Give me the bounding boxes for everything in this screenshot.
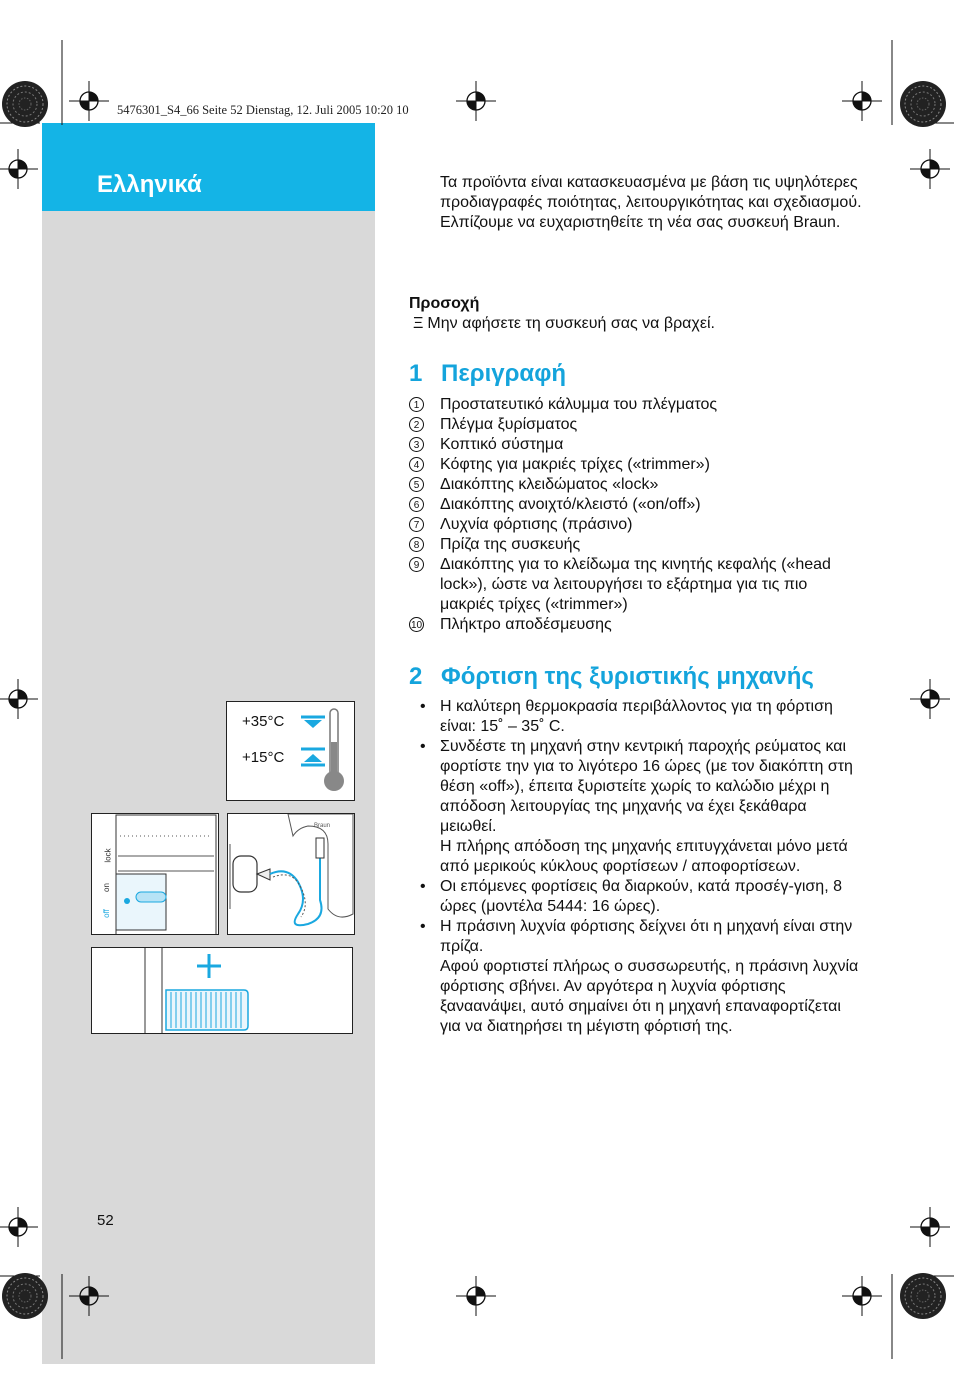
- list-item: [420, 737, 860, 877]
- on-label: on: [101, 883, 111, 892]
- list-item: [409, 475, 859, 495]
- section-2-title: [409, 662, 814, 692]
- page-number: 52: [97, 1212, 114, 1229]
- battery-illustration: [92, 948, 353, 1034]
- charging-list: [420, 697, 860, 1037]
- item-text: Πλέγμα ξυρίσματος: [440, 416, 578, 433]
- item-text: Διακόπτης κλειδώματος «lock»: [440, 476, 659, 493]
- item-number: 1: [409, 397, 424, 412]
- item-text: Προστατευτικό κάλυμμα του πλέγματος: [440, 396, 718, 413]
- list-item: [420, 697, 860, 737]
- temp-high-label: +35°C: [242, 713, 285, 730]
- list-item: [409, 515, 859, 535]
- list-item: [409, 495, 859, 515]
- temp-low-label: +15°C: [242, 749, 285, 766]
- item-number: 10: [409, 617, 424, 632]
- bullet-text: Συνδέστε τη μηχανή στην κεντρική παροχής ρεύματος και φορτίστε την για το λιγότερο 16 ώρες (με τον διακόπτη στη θέση «off»), έπειτα ξυριστείτε χωρίς το καλώδιο μέχρι η απόδοση λειτουργίας της μηχανής να έχει ξεκάθαρα μειωθεί.: [440, 738, 853, 835]
- list-item: [420, 917, 860, 1037]
- item-number: 2: [409, 417, 424, 432]
- section-1-heading: Περιγραφή: [441, 360, 567, 387]
- item-text: Κοπτικό σύστημα: [440, 436, 564, 453]
- caution-line: [409, 314, 715, 334]
- language-title: Ελληνικά: [97, 171, 202, 198]
- temperature-figure: [226, 701, 355, 801]
- brand-label: Braun: [314, 823, 331, 829]
- item-number: 4: [409, 457, 424, 472]
- item-number: 6: [409, 497, 424, 512]
- list-item: [409, 395, 859, 415]
- bullet-text: Η πράσινη λυχνία φόρτισης δείχνει ότι η μηχανή είναι στην πρίζα.: [440, 918, 853, 955]
- list-item: [420, 877, 860, 917]
- item-text: Διακόπτης ανοιχτό/κλειστό («on/off»): [440, 496, 701, 513]
- plug-figure: [227, 813, 355, 935]
- switch-figure: [91, 813, 219, 935]
- thermometer-icon: [227, 702, 355, 801]
- list-item: [409, 435, 859, 455]
- item-text: Κόφτης για μακριές τρίχες («trimmer»): [440, 456, 710, 473]
- item-number: 3: [409, 437, 424, 452]
- list-item: [409, 415, 859, 435]
- item-number: 7: [409, 517, 424, 532]
- item-text: Λυχνία φόρτισης (πράσινο): [440, 516, 633, 533]
- caution-text: Μην αφήσετε τη συσκευή σας να βραχεί.: [427, 315, 715, 332]
- list-item: [409, 615, 859, 635]
- section-1-number: 1: [409, 360, 423, 387]
- section-1-title: [409, 359, 566, 389]
- intro-paragraph: Τα προϊόντα είναι κατασκευασμένα με βάση τις υψηλότερες προδιαγραφές ποιότητας, λειτουργικότητας και σχεδιασμού. Ελπίζουμε να ευχαριστηθείτε τη νέα σας συσκευή Braun.: [440, 174, 862, 231]
- parts-list: [409, 395, 859, 635]
- bullet-text: Οι επόμενες φορτίσεις θα διαρκούν, κατά προσέγ-γιση, 8 ώρες (μοντέλα 5444: 16 ώρες).: [440, 878, 842, 915]
- list-item: [409, 455, 859, 475]
- bullet-continuation: Αφού φορτιστεί πλήρως ο συσσωρευτής, η πράσινη λυχνία φόρτισης σβήνει. Αν αργότερα η λυχνία φόρτισης ξαναανάψει, αυτό σημαίνει ότι η μηχανή επαναφορτίζεται για να διατηρήσει τη μέγιστη φόρτισή της.: [440, 958, 859, 1035]
- section-2-number: 2: [409, 663, 423, 690]
- item-text: Πρίζα της συσκευής: [440, 536, 581, 553]
- off-label: off: [101, 909, 111, 918]
- item-text: Πλήκτρο αποδέσμευσης: [440, 616, 612, 633]
- caution-heading: Προσοχή: [409, 295, 480, 312]
- battery-figure: [91, 947, 353, 1034]
- charging-cord-illustration: [228, 814, 355, 935]
- print-job-line: 5476301_S4_66 Seite 52 Dienstag, 12. Juli 2005 10:20 10: [117, 103, 409, 117]
- bullet-continuation: Η πλήρης απόδοση της μηχανής επιτυγχάνεται μόνο μετά από μερικούς κύκλους φορτίσεων / αποφορτίσεων.: [440, 838, 848, 875]
- item-number: 8: [409, 537, 424, 552]
- caution-marker: Ξ: [413, 315, 424, 332]
- item-number: 5: [409, 477, 424, 492]
- bullet-text: Η καλύτερη θερμοκρασία περιβάλλοντος για τη φόρτιση είναι: 15˚ – 35˚ C.: [440, 698, 833, 735]
- switch-labels: [98, 819, 118, 933]
- item-text: Διακόπτης για το κλείδωμα της κινητής κεφαλής («head lock»), ώστε να λειτουργήσει το εξάρτημα για τις πιο μακριές τρίχες («trimmer»): [440, 556, 831, 613]
- lock-label: lock: [103, 848, 113, 863]
- list-item: [409, 555, 859, 615]
- item-number: 9: [409, 557, 424, 572]
- list-item: [409, 535, 859, 555]
- section-2-heading: Φόρτιση της ξυριστικής μηχανής: [441, 663, 814, 690]
